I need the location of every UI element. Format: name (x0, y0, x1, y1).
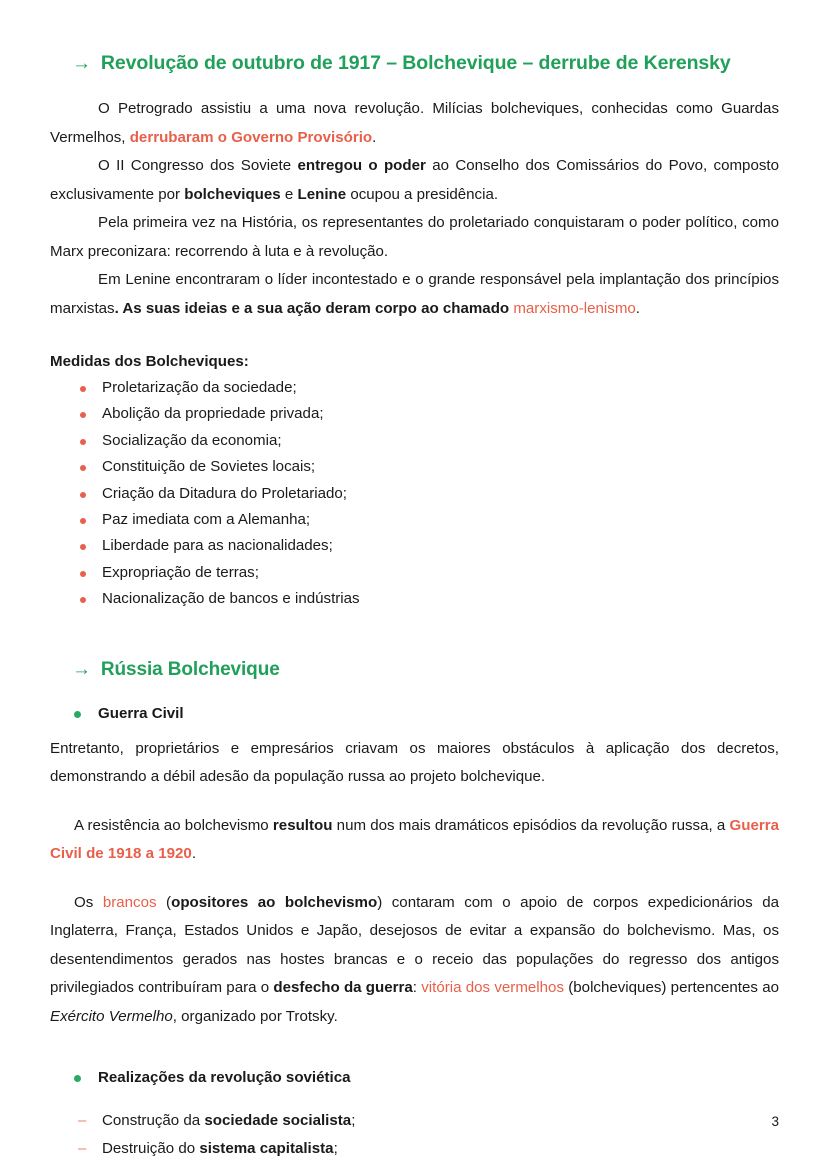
arrow-icon: → (72, 658, 91, 680)
paragraph-os-brancos (50, 889, 779, 1032)
measures-list-title: Medidas dos Bolcheviques: (50, 353, 249, 370)
page-content (50, 0, 779, 1163)
bold-suas-ideias: . As suas ideias e a sua ação deram corpo ao chamado (114, 299, 514, 317)
italic-exercito-vermelho: Exército Vermelho (50, 1007, 173, 1025)
section-heading-text: Rússia Bolchevique (100, 658, 280, 680)
paragraph-em-lenine (50, 266, 779, 323)
list-item-text-part: ; (351, 1112, 356, 1130)
list-item: Paz imediata com a Alemanha; (50, 507, 779, 533)
list-item: Proletarização da sociedade; (50, 375, 779, 401)
bold-desfecho-guerra: desfecho da guerra (273, 979, 413, 997)
paragraph-text-part: ) contaram com o apoio de corpos expedicionários da Inglaterra, França, Estados Unidos e Japão, desejosos de evitar a expansão do bolchevismo. Mas, os desentendimentos gerados nas hostes brancas e o receio das populações do regresso dos antigos privilegiados contribuíram para o (50, 893, 779, 997)
paragraph-text-part: e (280, 185, 298, 203)
paragraph-text-part: ao Conselho dos Comissários do Povo, composto exclusivamente por (50, 157, 779, 203)
paragraph-text-part: ( (156, 893, 172, 911)
section-heading-text: Revolução de outubro de 1917 – Bolchevique – derrube de Kerensky (100, 52, 731, 74)
arrow-icon: → (72, 53, 91, 74)
paragraph-primeira-vez-historia: Pela primeira vez na História, os representantes do proletariado conquistaram o poder político, como Marx preconizara: recorrendo à luta e à revolução. (50, 214, 779, 260)
list-item: Criação da Ditadura do Proletariado; (50, 481, 779, 507)
bold-resultou: resultou (272, 816, 333, 834)
list-item: Expropriação de terras; (50, 560, 779, 586)
bold-entregou-poder: entregou o poder (297, 157, 426, 174)
paragraph-text-part: . (191, 845, 197, 863)
paragraph-text-part: . (635, 299, 640, 317)
list-item (50, 1107, 779, 1135)
paragraph-resistencia-bolchevismo (50, 812, 779, 869)
paragraph-text-part: , organizado por Trotsky. (172, 1007, 338, 1025)
paragraph-text-part: Os (74, 893, 103, 911)
paragraph-text-part: . (372, 128, 377, 146)
bold-opositores-bolchevismo: opositores ao bolchevismo (171, 893, 378, 911)
measures-list (50, 375, 779, 613)
paragraph-text-part: A resistência ao bolchevismo (74, 816, 273, 834)
list-item: Liberdade para as nacionalidades; (50, 533, 779, 559)
list-item-text-part: ; (333, 1140, 338, 1158)
paragraph-text-part: ocupou a presidência. (346, 185, 499, 203)
achievements-list (50, 1107, 779, 1163)
paragraph-text-part: Em Lenine encontraram o líder incontestado e o grande responsável pela implantação dos princípios marxistas (50, 271, 779, 317)
subheading-realizacoes-revolucao: Realizações da revolução soviética (50, 1065, 779, 1091)
page-number: 3 (771, 1114, 779, 1129)
list-item: Abolição da propriedade privada; (50, 401, 779, 427)
highlight-derrubaram-governo: derrubaram o Governo Provisório (129, 128, 373, 146)
bold-bolcheviques: bolcheviques (184, 185, 281, 203)
bold-lenine: Lenine (297, 185, 347, 203)
paragraph-text-part: O Petrogrado assistiu a uma nova revolução. Milícias bolcheviques, conhecidas como Guardas Vermelhos, (50, 100, 779, 146)
paragraph-text-part: num dos mais dramáticos episódios da revolução russa, a (332, 816, 730, 834)
highlight-marxismo-lenismo: marxismo-lenismo (513, 299, 636, 317)
paragraph-text-part: O II Congresso dos Soviete (98, 157, 298, 174)
bold-sociedade-socialista: sociedade socialista (204, 1112, 352, 1130)
bold-sistema-capitalista: sistema capitalista (199, 1140, 334, 1158)
list-item: Socialização da economia; (50, 428, 779, 454)
list-item: Constituição de Sovietes locais; (50, 454, 779, 480)
paragraph-entretanto: Entretanto, proprietários e empresários criavam os maiores obstáculos à aplicação dos decretos, demonstrando a débil adesão da população russa ao projeto bolchevique. (50, 739, 779, 786)
paragraph-text-part: : (412, 979, 422, 997)
highlight-vitoria-vermelhos: vitória dos vermelhos (421, 979, 564, 997)
section-heading-revolucao-outubro (72, 52, 779, 75)
paragraph-text-part: (bolcheviques) pertencentes ao (564, 979, 779, 997)
highlight-guerra-civil-1918-1920: Guerra Civil de 1918 a 1920 (50, 816, 779, 863)
subheading-guerra-civil: Guerra Civil (50, 701, 779, 727)
list-item (50, 1135, 779, 1163)
paragraph-petrogrado (50, 95, 779, 152)
list-item: Nacionalização de bancos e indústrias (50, 586, 779, 612)
list-item-text-part: Construção da (102, 1112, 205, 1130)
list-item-text-part: Destruição do (102, 1140, 200, 1158)
paragraph-congresso-soviete (50, 152, 779, 209)
highlight-brancos: brancos (102, 893, 157, 911)
section-heading-russia-bolchevique (72, 659, 779, 681)
